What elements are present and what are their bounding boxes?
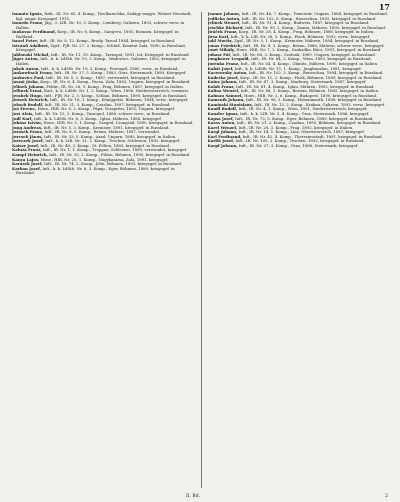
entry-details: Inft., IR. Nr. 27, 5. Komp., 1883, Graz, Steiermark, 1899, Kriegsgef.: [54, 70, 187, 76]
entry-name: Jung Andreas,: [12, 124, 43, 130]
entry-details: Inft., IR. Nr. 81, 4. Komp., Iglau, Mähren, 1892, kriegsgef. in Russland.: [236, 83, 375, 89]
entry-name: Jokl Moritz,: [207, 38, 233, 44]
entry-name: Jurasek Franz,: [12, 129, 44, 135]
entry-name: Kandl Rudolf,: [207, 106, 238, 112]
right-column: [208, 12, 391, 488]
entry-details: Inft., IR. Nr. 14, 1. Komp., Linz, Oberösterreich, 1887, kriegsgef.: [238, 129, 365, 135]
entry-name: Isnardo Franz,: [12, 20, 44, 26]
entry-name: Jäger Anton,: [12, 56, 40, 62]
entry-details: Inft., IR. Nr. 35, 2. Komp., Pilsen, Böhmen, 1890, kriegsgef. in Russland.: [49, 151, 191, 157]
entry-name: Karas Anton,: [207, 120, 236, 126]
entry-details: Zgsf., FJB. Nr. 27, 2. Komp., Schluß, Komitat Zala, 1890, in Russland, Kriegsgef.: [16, 42, 186, 53]
entry-details: Inft., k. k. LdStb. Nr. 6, 3. Komp., Eger, Böhmen, 1880, kriegsgef. in Russland.: [16, 165, 175, 176]
entry-name: Kampf Heinrich,: [12, 151, 48, 157]
entry-details: Inft., IR. Nr. 47, 3. Komp., Marburg, Steiermark, 1887, kriegsgef.: [238, 79, 367, 85]
entry-details: Inft., IR. Nr. 13, 2. Komp., Krakau, Galizien, 1893, verw., kriegsgef.: [254, 101, 386, 107]
entry-details: Inft., IR. Nr. 99, 2. Komp., Znaim, Mähren, 1890, kriegsgef. in Russland.: [245, 24, 387, 30]
entry-details: Inft., k. k. LdStb. Nr. 8, 3. Komp., Iglau, Mähren, 1886, kriegsgef.: [34, 115, 162, 121]
entry-details: Inft., IR. Nr. 8, 12. Komp., Brody, Tarnol 1884, kriegsgef. in Russland.: [39, 38, 176, 44]
list-entry: [12, 167, 195, 176]
entry-details: Inft., IR. Nr. 46, 7. Komp., Temesvár, Ungarn, 1884, kriegsgef. in Russland.: [241, 12, 388, 16]
entry-details: Inft., IR. Nr. 98, 3. Komp., Hohenmauth, 1888, kriegsgef. in Russland.: [245, 97, 383, 103]
entry-name: Jellinek Ernst,: [12, 88, 43, 94]
footer-mark: 2: [385, 494, 388, 499]
entry-details: Inft., k. k. LdStb. Nr. 19, 3. Komp., Przemyśl, 1880, verw., in Russland.: [41, 65, 179, 71]
list-entry: [208, 144, 391, 149]
left-column: [12, 12, 195, 488]
entry-details: Inft., IR. Nr. 100, 2. Komp., Teschen, 1893, kriegsgef. in Russland.: [235, 138, 365, 144]
entry-name: Karl Ferdinand,: [207, 133, 242, 139]
entry-details: Inft., IR. Nr. 88, 1. Komp., Beraun, Böhmen, 1885, kriegsgef. in Italien.: [240, 88, 380, 94]
entry-name: Kamenik Johann,: [207, 97, 245, 103]
entry-name: Kapsa Josef,: [207, 115, 234, 121]
entry-name: Karasek Josef,: [12, 161, 43, 167]
entry-details: Inft., IR. Nr. 5, 2. Komp., 1887, verwundet, kriegsgef. in Russland.: [45, 74, 176, 80]
entry-details: Kad., k. k. LdStb. Nr. 1, 2. Komp., Wien, 1896, Niederösterreich, vermisst.: [44, 88, 190, 94]
entry-details: Inft., IR. Nr. 28, 3. Komp., Prag, 1892, kriegsgef. in Italien.: [238, 124, 354, 130]
entry-details: Inft., IR. Nr. 4, 1. Komp., Wien, 1891, Niederösterreich, kriegsgef.: [238, 106, 368, 112]
entry-name: Israel Peter,: [12, 38, 39, 44]
entry-name: Kanya Lajos,: [12, 156, 40, 162]
entry-columns: [12, 12, 390, 488]
entry-name: Judl Karl,: [12, 115, 33, 121]
entry-details: Zgsf., IR. Nr. 3, 1. Komp., Kremsier, Mähren, 1894, kriegsgef. in Russland.: [234, 38, 380, 44]
entry-name: Kalina Wenzel,: [207, 88, 240, 94]
entry-details: Inft., IR. Nr. 102, 6. Komp., Beneschau, 1891, kriegsgef. in Russland.: [241, 15, 377, 21]
entry-name: Jungbauer Leopold,: [207, 56, 250, 62]
entry-details: Korp., IR. Nr. 8, Komp., Sarajevo, 1891, Bosnien, Kriegsgef. in Rußland.: [16, 29, 179, 39]
page-number: 17: [378, 2, 390, 12]
column-divider: [201, 12, 202, 488]
entry-details: Inft., IR. Nr. 21, 2. Komp., Czaslau, 1890, Böhmen, kriegsgef. in Russland.: [236, 120, 382, 126]
entry-name: Isnanto Ignác,: [12, 12, 44, 16]
entry-details: Inft., k. k. LdStb. Nr. 11, 1. Komp., Jungbunzlau, 1881, kriegsgef.: [234, 65, 362, 71]
entry-name: Kainz Johann,: [207, 79, 238, 85]
entry-details: Inft., FJB. Nr. 2, 3. Komp., Schlan, Böhmen, 1890, kriegsgef. in Russland.: [44, 92, 187, 98]
entry-details: Honv., HIR. Nr. 7, 2. Komp., Szabadka, Bács, 1891, kriegsgef. in Russland.: [236, 47, 382, 53]
entry-name: Kalab Franz,: [207, 83, 235, 89]
entry-name: Jankovics Paul,: [12, 74, 45, 80]
entry-details: Inft., IR. Nr. 11, 10. Komp., Tarnopol, 1891, tot, Kriegsgef. in Russland.: [50, 51, 190, 57]
entry-details: Inft., IR. Nr. 84, 2. Komp., Wien, 1893, kriegsgef. in Russland.: [251, 56, 372, 62]
entry-name: Kaderka Josef,: [207, 74, 239, 80]
entry-details: Inft., IR. Nr. 73, 5. Komp., Eger, Böhmen, 1889, kriegsgef. in Russland.: [235, 115, 374, 121]
entry-name: Jeschke Richard,: [207, 24, 244, 30]
entry-name: Kaiser Josef,: [12, 142, 40, 148]
entry-name: Jelinek Johann,: [12, 83, 46, 89]
entry-details: Inft., IR. Nr. 102, 5. Komp., Beneschau, 1894, kriegsgef. in Russland.: [248, 70, 384, 76]
entry-details: Inft., k. k. LIR. Nr. 3, 4. Komp., Graz, Steiermark, 1886, kriegsgef.: [240, 111, 370, 117]
entry-name: Joszt Mihály,: [207, 47, 236, 53]
entry-details: Inft., IR. Nr. 15, 3. Komp., Tarnopol, 1888, schwer verw., in Russland.: [34, 111, 171, 117]
entry-details: Jäg., 3. LIR. Nr. 10, 3. Komp., Lemberg, Galizien, 1893, schwer verw. in Italien.: [16, 20, 185, 30]
entry-name: Jelinek Wenzel,: [207, 20, 241, 26]
entry-name: Jaszai Jóska,: [12, 79, 39, 85]
entry-details: fizik., III. Nr. 65, 4. Komp., Tirolbarschka, Szilágy megye, Wiener Neustadt, kgl. ungar. Kriegsgef. 1915.: [16, 12, 192, 21]
entry-name: Kaminski Stanislaus,: [207, 101, 253, 107]
entry-details: Inft., IR. Nr. 49, 3. Komp., St. Pölten, 1885, kriegsgef. in Russland.: [40, 142, 171, 148]
entry-name: Kaluza Franz,: [12, 147, 42, 153]
entry-details: Korp., IR. Nr. 28, 4. Komp., Prag, Böhmen, 1888, kriegsgef. in Italien.: [238, 29, 375, 35]
entry-details: Honv., HIR. Nr. 8, 2. Komp., Pápa, Veszprém, 1892, Ungarn, kriegsgef.: [37, 106, 176, 112]
entry-details: Inft., k. k. LdStb. Nr. 19, 3. Komp., Wadowice, Galizien, 1892, kriegsgef. in Italien.: [16, 56, 186, 67]
entry-name: Jablonski Michał,: [12, 51, 50, 57]
entry-name: Jakob Anton,: [12, 65, 40, 71]
entry-details: Honv., HIR. Nr. 5, 1. Komp., Szeged, Csongrád, 1890, kriegsgef. in Russland.: [43, 120, 194, 126]
entry-details: Inft., k. k. LIR. Nr. 31, 2. Komp., Teschen, Schlesien, 1892, kriegsgef.: [45, 138, 181, 144]
entry-details: Inft., IR. Nr. 1, 1. Komp., Troppau, Schlesien, 1889, verwundet, kriegsgef.: [42, 147, 187, 153]
entry-name: Kargl Johann,: [207, 129, 238, 135]
entry-name: Juhasz Pál,: [207, 51, 232, 57]
entry-details: Inft., IR. Nr. 33, 5. Komp., Arad, Ungarn, 1883, kriegsgef. in Italien.: [44, 133, 177, 139]
entry-name: Jiráček Franz,: [207, 29, 238, 35]
entry-details: Honv., HIR. Nr. 2, 6. Komp., Budapest, 1890, kriegsgef. in Russland.: [244, 92, 378, 98]
entry-name: Jurcsek János,: [12, 133, 43, 139]
entry-name: Jerabek Hugo,: [12, 92, 43, 98]
entry-details: Feldw., IR. Nr. 28, 9. Komp., Prag, Böhmen, 1887, kriegsgef. in Italien.: [46, 83, 184, 89]
entry-name: Jurenka Franz,: [207, 61, 240, 67]
entry-name: Karban Josef,: [12, 165, 42, 171]
entry-name: Kanzler Ignaz,: [207, 111, 239, 117]
entry-details: Honv., HIR. Nr. 20, 1. Komp., Nagykanizsa, Zala, 1891, kriegsgef.: [40, 156, 169, 162]
entry-details: Inft., IR. Nr. 91, 4. Komp., Budweis, 1887, kriegsgef. in Russland.: [241, 20, 370, 26]
entry-name: Kalman Samuel,: [207, 92, 243, 98]
entry-name: Karpf Johann,: [207, 142, 238, 148]
entry-details: Inft., IR. Nr. 3, 3. Komp., Kremsier, 1891, kriegsgef. in Russland.: [43, 124, 170, 130]
entry-name: Jureczek Josef,: [12, 138, 44, 144]
entry-details: Korp., IR. Nr. 11, 2. Komp., Pisek, Böhmen, 1889, kriegsgef. in Russland.: [240, 74, 383, 80]
entry-details: Inft., IR. Nr. 54, 4. Komp., Olmütz, Mähren, 1890, kriegsgef. in Italien.: [240, 61, 379, 67]
entry-details: Inft., IR. Nr. 18, 1. Komp., Königgrätz, Böhmen, 1894, verw., kriegsgef.: [49, 97, 189, 103]
entry-name: Kacerovsky Anton,: [207, 70, 248, 76]
entry-name: Juhász István,: [12, 120, 43, 126]
entry-name: Kabát Josef,: [207, 65, 234, 71]
entry-details: Korp., IR. Nr. 6, 4. Komp., Pacsa, Zala, 1883, Ungarn, kriegsgef. in Russland.: [40, 79, 191, 85]
entry-details: Inft., IR. Nr. 27, 3. Komp., Graz, 1888, Steiermark, kriegsgef.: [238, 142, 359, 148]
entry-name: Joó Ferenc,: [12, 106, 37, 112]
entry-details: Inft., k. k. LIR. Nr. 28, 5. Komp., Pisek, Böhmen, 1892, verw., kriegsgef.: [230, 33, 371, 39]
entry-name: Jirsa Karl,: [207, 33, 230, 39]
entry-name: Joksch Rudolf,: [12, 101, 44, 107]
entry-name: Jonas Friedrich,: [207, 42, 242, 48]
entry-details: Inft., IR. Nr. 8, 5. Komp., Brünn, Mähren, 1887, verwundet.: [44, 129, 161, 135]
entry-details: Inft., IR. Nr. 68, 3. Komp., Szolnok, 1889, Ungarn, kriegsgef. in Russland.: [232, 51, 376, 57]
entry-name: Karlik Josef,: [207, 138, 235, 144]
entry-details: Inft., IR. Nr. 8, 3. Komp., Brünn, 1886, Mähren, schwer verw., kriegsgef.: [243, 42, 385, 48]
entry-details: Inft., IR. Nr. 74, 2. Komp., Jičín, Böhmen, 1893, kriegsgef. in Russland.: [44, 161, 183, 167]
entry-name: Karel Wenzel,: [207, 124, 238, 130]
entry-details: Inft., IR. Nr. 21, 3. Komp., Czaslau, 1897, kriegsgef. in Russland.: [44, 101, 171, 107]
entry-name: Jeanne Johann,: [207, 12, 241, 16]
entry-name: Jedlicka Anton,: [207, 15, 241, 21]
entry-name: Jirásek Heinrich,: [12, 97, 49, 103]
signature-mark: II. Bd.: [186, 494, 201, 499]
entry-details: Inft., IR. Nr. 42, 4. Komp., Theresienstadt, 1891, kriegsgef. in Russland.: [242, 133, 383, 139]
entry-name: Inokovac Ferdinand,: [12, 29, 57, 35]
entry-name: Istvánfi Adalbert,: [12, 42, 50, 48]
entry-name: Jost Alois,: [12, 111, 34, 117]
entry-name: Jankowitsch Franz,: [12, 70, 54, 76]
